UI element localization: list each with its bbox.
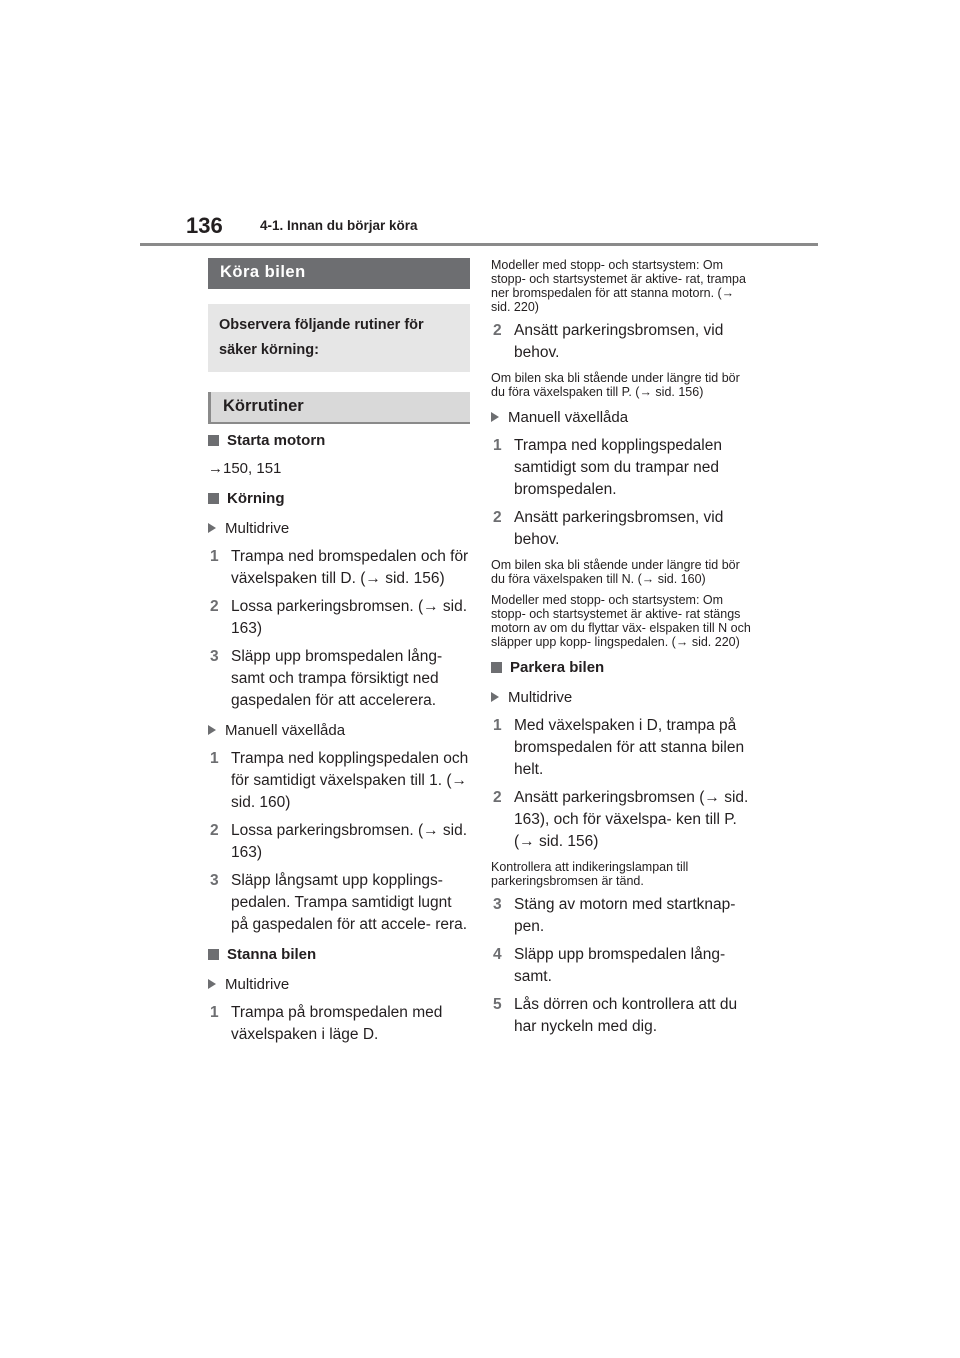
left-column [208,258,470,1046]
step-item: 2 Ansätt parkeringsbromsen, vid behov. [493,509,724,548]
step-item: 2 Lossa parkeringsbromsen. (→ sid. 163) [210,598,468,637]
note-long-stop-n: Om bilen ska bli stående under längre tid bör du föra växelspaken till N. (→ sid. 160) [491,558,740,586]
section-stop-car: Stanna bilen [208,944,470,966]
chapter-title-bar: Köra bilen [208,258,470,289]
note-long-stop-p: Om bilen ska bli stående under längre tid bör du föra växelspaken till P. (→ sid. 156) [491,371,740,399]
step-item: 1 Trampa ned kopplingspedalen samtidigt som du trampar ned bromspedalen. [493,437,722,498]
driving-manual-title: Manuell växellåda [208,720,470,742]
note-stop-start: Modeller med stopp- och startsystem: Om stopp- och startsystemet är aktive- rat stängs motorn av om du flyttar väx- elspaken till N och släpper upp kopp- lingspedalen. (→ sid. 220) [491,593,751,649]
page-number: 136 [186,213,223,238]
start-engine-ref: →150, 151 [208,460,282,477]
step-item: 3 Stäng av motorn med startknap- pen. [493,896,736,935]
square-bullet-icon [208,493,219,504]
triangle-bullet-icon [208,979,216,989]
step-item: 1 Trampa ned kopplingspedalen och för samtidigt växelspaken till 1. (→ sid. 160) [210,750,469,811]
step-item: 1 Trampa på bromspedalen med växelspaken i läge D. [210,1004,443,1043]
section-start-engine: Starta motorn [208,430,470,452]
step-item: 4 Släpp upp bromspedalen lång- samt. [493,946,726,985]
triangle-bullet-icon [491,692,499,702]
note-indicator-lamp: Kontrollera att indikeringslampan till parkeringsbromsen är tänd. [491,860,689,888]
triangle-bullet-icon [491,412,499,422]
square-bullet-icon [208,435,219,446]
subtitle-bar: Körrutiner [208,392,470,424]
section-driving: Körning [208,488,470,510]
square-bullet-icon [208,949,219,960]
step-item: 5 Lås dörren och kontrollera att du har nyckeln med dig. [493,996,738,1035]
section-park-car: Parkera bilen [491,657,753,679]
stop-multidrive-title: Multidrive [208,974,470,996]
driving-multidrive-title: Multidrive [208,518,470,540]
park-multidrive-title: Multidrive [491,687,753,709]
note-stop-start: Modeller med stopp- och startsystem: Om stopp- och startsystemet är aktive- rat, trampa ner bromspedalen för att stanna motorn. (→ sid. 220) [491,258,746,314]
step-item: 3 Släpp upp bromspedalen lång- samt och trampa försiktigt ned gaspedalen för att accelerera. [210,648,443,709]
triangle-bullet-icon [208,523,216,533]
step-item: 1 Trampa ned bromspedalen och för växelspaken till D. (→ sid. 156) [210,548,469,587]
step-item: 1 Med växelspaken i D, trampa på bromspedalen för att stanna bilen helt. [493,717,745,778]
step-item: 2 Ansätt parkeringsbromsen (→ sid. 163), och för växelspa- ken till P. (→ sid. 156) [493,789,749,850]
triangle-bullet-icon [208,725,216,735]
stop-manual-title: Manuell växellåda [491,407,753,429]
right-column [491,258,753,1038]
section-header: 4-1. Innan du börjar köra [260,218,418,233]
safety-note-box: Observera följande rutiner för säker körning: [208,304,470,372]
square-bullet-icon [491,662,502,673]
step-item: 2 Ansätt parkeringsbromsen, vid behov. [493,322,724,361]
header-rule [140,243,818,246]
step-item: 3 Släpp långsamt upp kopplings- pedalen. Trampa samtidigt lugnt på gaspedalen för att accele- rera. [210,872,468,933]
step-item: 2 Lossa parkeringsbromsen. (→ sid. 163) [210,822,468,861]
